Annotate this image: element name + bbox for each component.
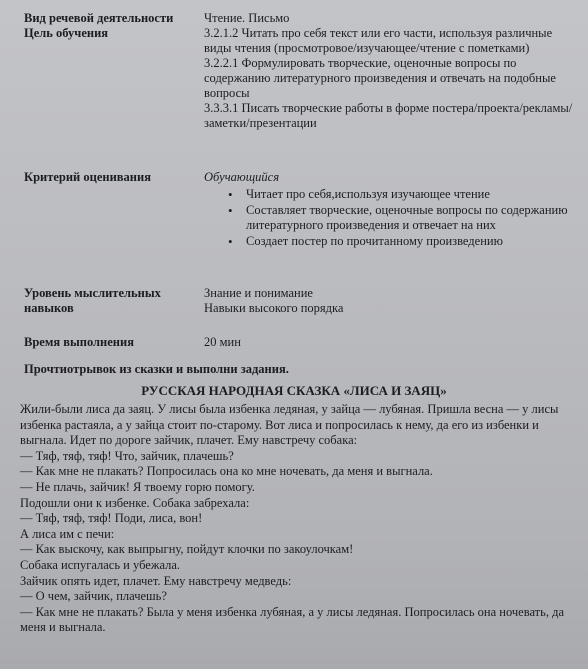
story-line: Подошли они к избенке. Собака забрехала: <box>20 495 250 510</box>
story-text <box>20 402 580 636</box>
criteria-block <box>204 170 574 250</box>
activity-value: Чтение. Письмо <box>204 11 290 25</box>
criteria-item: • Составляет творческие, оценочные вопросы по содержанию литературного произведения и отвечает на них <box>246 203 574 233</box>
story-line: — Не плачь, зайчик! Я твоему горю помогу. <box>20 479 255 494</box>
criteria-heading: Обучающийся <box>204 170 280 184</box>
criteria-list <box>204 187 574 249</box>
story-line: — Как выскочу, как выпрыгну, пойдут клочки по закоулочкам! <box>20 542 354 557</box>
criteria-item: • Создает постер по прочитанному произведению <box>246 234 574 249</box>
criteria-label: Критерий оценивания <box>24 170 151 184</box>
goals-list <box>204 26 574 131</box>
goal-item: 3.3.3.1 Писать творческие работы в форме постера/проекта/рекламы/заметки/презентации <box>204 101 573 130</box>
thinking-label: Уровень мыслительных навыков <box>24 286 161 315</box>
story-line: — Тяф, тяф, тяф! Что, зайчик, плачешь? <box>20 448 234 463</box>
story-line: А лиса им с печи: <box>20 526 115 541</box>
story-title: РУССКАЯ НАРОДНАЯ СКАЗКА «ЛИСА И ЗАЯЦ» <box>141 383 447 398</box>
goal-label: Цель обучения <box>24 26 109 40</box>
story-paragraph: Жили-были лиса да заяц. У лисы была избенка ледяная, у зайца — лубяная. Пришла весна — у лисы избенка растаяла, а у зайца стоит по-старому. Вот лиса и попросилась к нему, да его из избенки и выгнала. Идет по дороге зайчик, плачет. Ему навстречу собака: <box>20 402 559 448</box>
thinking-value: Знание и понимание <box>204 286 313 300</box>
story-line: — Тяф, тяф, тяф! Поди, лиса, вон! <box>20 511 203 526</box>
activity-label: Вид речевой деятельности <box>24 11 174 25</box>
thinking-value: Навыки высокого порядка <box>204 301 344 315</box>
story-line: Зайчик опять идет, плачет. Ему навстречу медведь: <box>20 573 292 588</box>
story-line: — Как мне не плакать? Была у меня избенка лубяная, а у лисы ледяная. Попросилась она ночевать, да меня и выгнала. <box>20 604 564 635</box>
time-label: Время выполнения <box>24 335 134 349</box>
story-line: — Как мне не плакать? Попросилась она ко мне ночевать, да меня и выгнала. <box>20 464 433 479</box>
thinking-values <box>204 286 574 316</box>
time-value: 20 мин <box>204 335 241 349</box>
instruction: Прочтиотрывок из сказки и выполни задания. <box>24 362 289 376</box>
criteria-item: • Читает про себя,используя изучающее чтение <box>246 187 574 202</box>
goal-item: 3.2.2.1 Формулировать творческие, оценочные вопросы по содержанию литературного произведения и отвечать на подобные вопросы <box>204 56 556 100</box>
goal-item: 3.2.1.2 Читать про себя текст или его части, используя различные виды чтения (просмотровое/изучающее/чтение с пометками) <box>204 26 553 55</box>
story-line: Собака испугалась и убежала. <box>20 557 181 572</box>
story-line: — О чем, зайчик, плачешь? <box>20 589 167 604</box>
